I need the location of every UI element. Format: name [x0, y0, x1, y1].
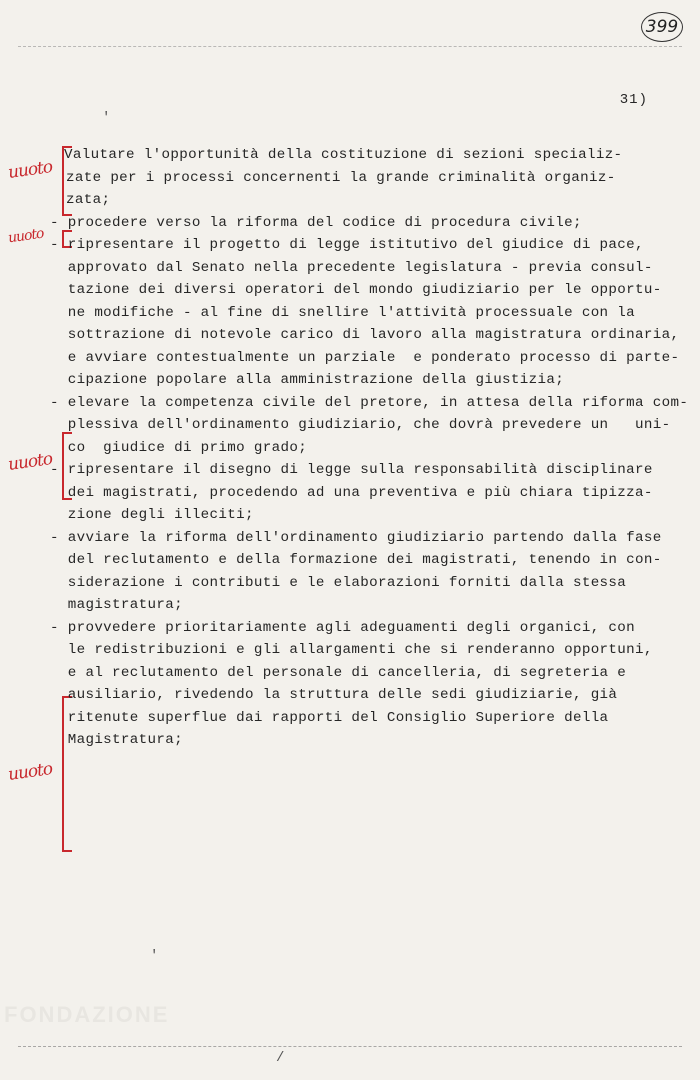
text-line: dei magistrati, procedendo ad una preventiva e più chiara tipizza- — [50, 484, 653, 501]
text-line: le redistribuzioni e gli allargamenti che si renderanno opportuni, — [50, 642, 653, 658]
stray-mark: ' — [150, 948, 159, 964]
text-line: - ripresentare il progetto di legge istitutivo del giudice di pace, — [50, 237, 644, 253]
text-line: - ripresentare il disegno di legge sulla responsabilità disciplinare — [50, 462, 653, 478]
text-line: ritenute superflue dai rapporti del Consiglio Superiore della — [50, 709, 609, 726]
text-line: e al reclutamento del personale di cancelleria, di segreteria e — [50, 664, 627, 681]
paragraph-procedura-civile — [50, 212, 676, 235]
text-line: Valutare l'opportunità della costituzione di sezioni specializ- — [64, 147, 623, 163]
handwritten-annotation-4: uuoto — [6, 759, 54, 785]
text-line: - provvedere prioritariamente agli adeguamenti degli organici, con — [50, 619, 636, 636]
text-line: plessiva dell'ordinamento giudiziario, che dovrà prevedere un uni- — [50, 417, 671, 433]
text-line: zata; — [66, 192, 111, 208]
text-line: e avviare contestualmente un parziale e ponderato processo di parte- — [50, 349, 680, 366]
stray-mark: / — [276, 1050, 285, 1066]
text-line: del reclutamento e della formazione dei magistrati, tenendo in con- — [50, 552, 662, 568]
paragraph-giudice-di-pace — [50, 234, 680, 392]
text-line: zate per i processi concernenti la grande criminalità organiz- — [66, 169, 616, 186]
watermark: FONDAZIONE — [4, 1002, 170, 1027]
text-line: zione degli illeciti; — [50, 507, 254, 523]
paragraph-competenza-pretore — [50, 392, 689, 460]
paragraph-riforma-ordinamento — [50, 527, 676, 617]
stray-mark: ' — [102, 110, 111, 126]
text-line: - elevare la competenza civile del pretore, in attesa della riforma com- — [50, 394, 689, 411]
handwritten-annotation-1: uuoto — [6, 157, 54, 183]
top-rule — [18, 46, 682, 47]
text-line: ne modifiche - al fine di snellire l'attività processuale con la — [50, 304, 636, 321]
bottom-rule — [18, 1046, 682, 1047]
text-line: approvato dal Senato nella precedente legislatura - previa consul- — [50, 259, 653, 276]
sheet-number: 31) — [619, 92, 648, 108]
text-line: cipazione popolare alla amministrazione della giustizia; — [50, 372, 565, 388]
text-line: - avviare la riforma dell'ordinamento giudiziario partendo dalla fase — [50, 529, 662, 546]
text-line: co giudice di primo grado; — [50, 439, 308, 456]
document-body — [50, 144, 689, 752]
text-line: ausiliario, rivedendo la struttura delle sedi giudiziarie, già — [50, 687, 618, 703]
paragraph-responsabilita-disciplinare — [50, 459, 676, 527]
circled-page-number: 399 — [641, 12, 683, 42]
paragraph-sezioni-specializzate — [66, 144, 676, 212]
text-line: Magistratura; — [50, 732, 183, 748]
text-line: magistratura; — [50, 597, 183, 613]
text-line: sottrazione di notevole carico di lavoro alla magistratura ordinaria, — [50, 327, 680, 343]
text-line: tazione dei diversi operatori del mondo giudiziario per le opportu- — [50, 282, 662, 298]
text-line: - procedere verso la riforma del codice di procedura civile; — [50, 214, 582, 231]
paragraph-adeguamenti-organici — [50, 617, 676, 752]
handwritten-annotation-3: uuoto — [6, 449, 54, 475]
handwritten-annotation-2: uuoto — [7, 225, 45, 247]
text-line: siderazione i contributi e le elaborazioni forniti dalla stessa — [50, 574, 627, 591]
